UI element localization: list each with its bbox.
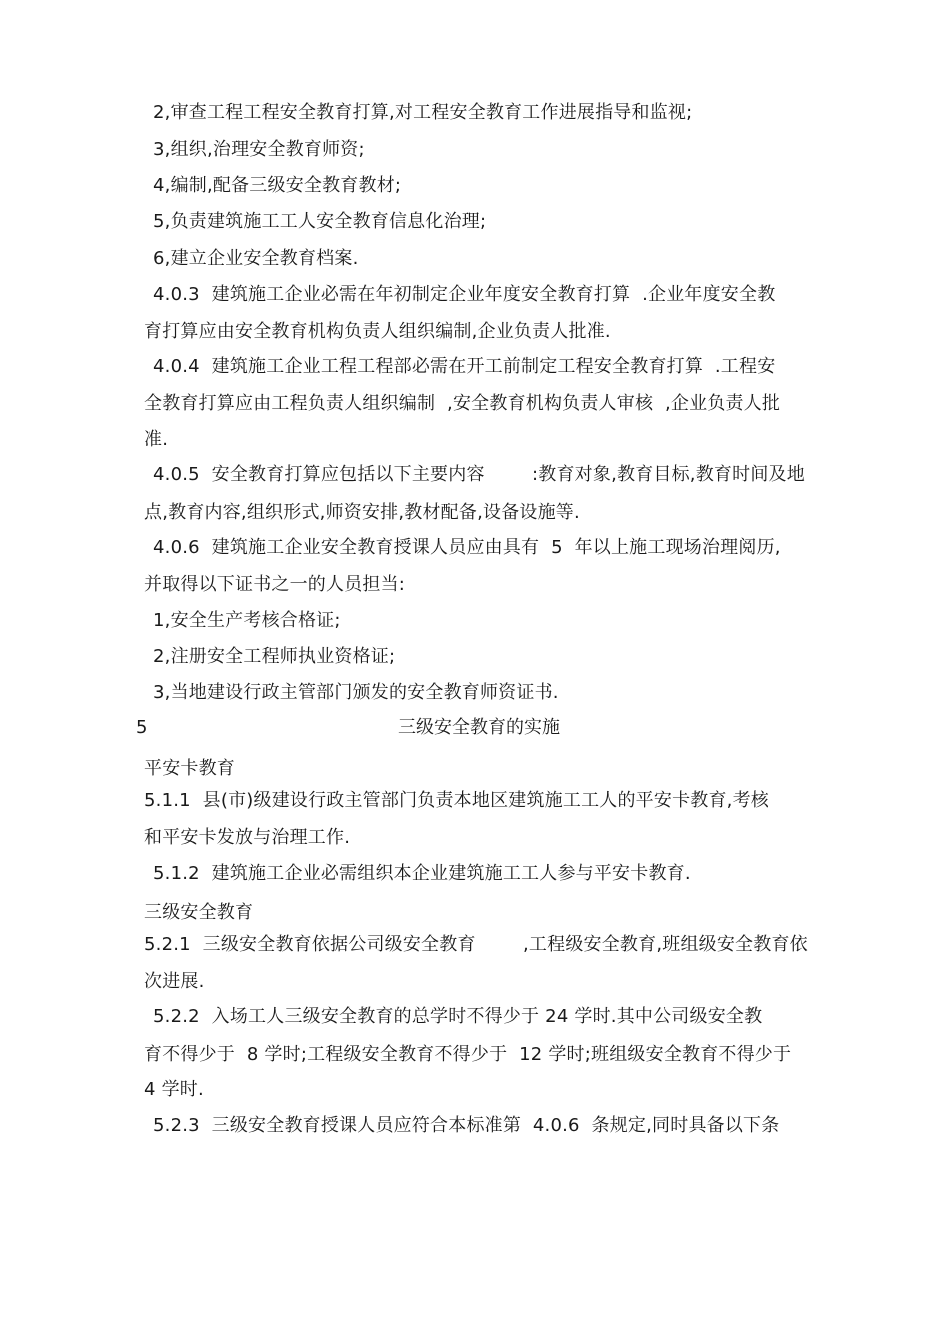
- text-line-21: 5.1.2 建筑施工企业必需组织本企业建筑施工工人参与平安卡教育.: [153, 863, 691, 884]
- text-line-11: 4.0.5 安全教育打算应包括以下主要内容 :教育对象,教育目标,教育时间及地: [153, 464, 805, 485]
- text-line-24: 次进展.: [144, 971, 205, 992]
- text-line-27: 4 学时.: [144, 1079, 204, 1100]
- text-line-13: 4.0.6 建筑施工企业安全教育授课人员应由具有 5 年以上施工现场治理阅历,: [153, 537, 781, 558]
- text-line-4: 5,负责建筑施工工人安全教育信息化治理;: [153, 211, 487, 232]
- text-line-18: 平安卡教育: [144, 758, 235, 779]
- text-line-5: 6,建立企业安全教育档案.: [153, 248, 359, 269]
- text-line-15: 1,安全生产考核合格证;: [153, 610, 341, 631]
- text-line-22: 三级安全教育: [144, 902, 254, 923]
- text-line-9: 全教育打算应由工程负责人组织编制 ,安全教育机构负责人审核 ,企业负责人批: [144, 393, 781, 414]
- text-line-7: 育打算应由安全教育机构负责人组织编制,企业负责人批准.: [144, 321, 611, 342]
- text-line-14: 并取得以下证书之一的人员担当:: [144, 574, 406, 595]
- text-line-3: 4,编制,配备三级安全教育教材;: [153, 175, 402, 196]
- text-line-25: 5.2.2 入场工人三级安全教育的总学时不得少于 24 学时.其中公司级安全教: [153, 1006, 763, 1027]
- text-line-8: 4.0.4 建筑施工企业工程工程部必需在开工前制定工程安全教育打算 .工程安: [153, 356, 776, 377]
- text-line-10: 准.: [144, 429, 169, 450]
- text-line-16: 2,注册安全工程师执业资格证;: [153, 646, 396, 667]
- text-line-20: 和平安卡发放与治理工作.: [144, 827, 351, 848]
- text-line-6: 4.0.3 建筑施工企业必需在年初制定企业年度安全教育打算 .企业年度安全教: [153, 284, 776, 305]
- section-number: 5: [136, 717, 148, 738]
- text-line-12: 点,教育内容,组织形式,师资安排,教材配备,设备设施等.: [144, 502, 580, 523]
- text-line-1: 2,审查工程工程安全教育打算,对工程安全教育工作进展指导和监视;: [153, 102, 693, 123]
- text-line-28: 5.2.3 三级安全教育授课人员应符合本标准第 4.0.6 条规定,同时具备以下条: [153, 1115, 780, 1136]
- text-line-26: 育不得少于 8 学时;工程级安全教育不得少于 12 学时;班组级安全教育不得少于: [144, 1044, 792, 1065]
- text-line-19: 5.1.1 县(市)级建设行政主管部门负责本地区建筑施工工人的平安卡教育,考核: [144, 790, 770, 811]
- text-line-23: 5.2.1 三级安全教育依据公司级安全教育 ,工程级安全教育,班组级安全教育依: [144, 934, 808, 955]
- text-line-2: 3,组织,治理安全教育师资;: [153, 139, 365, 160]
- section-title: 三级安全教育的实施: [398, 717, 560, 738]
- text-line-17: 3,当地建设行政主管部门颁发的安全教育师资证书.: [153, 682, 559, 703]
